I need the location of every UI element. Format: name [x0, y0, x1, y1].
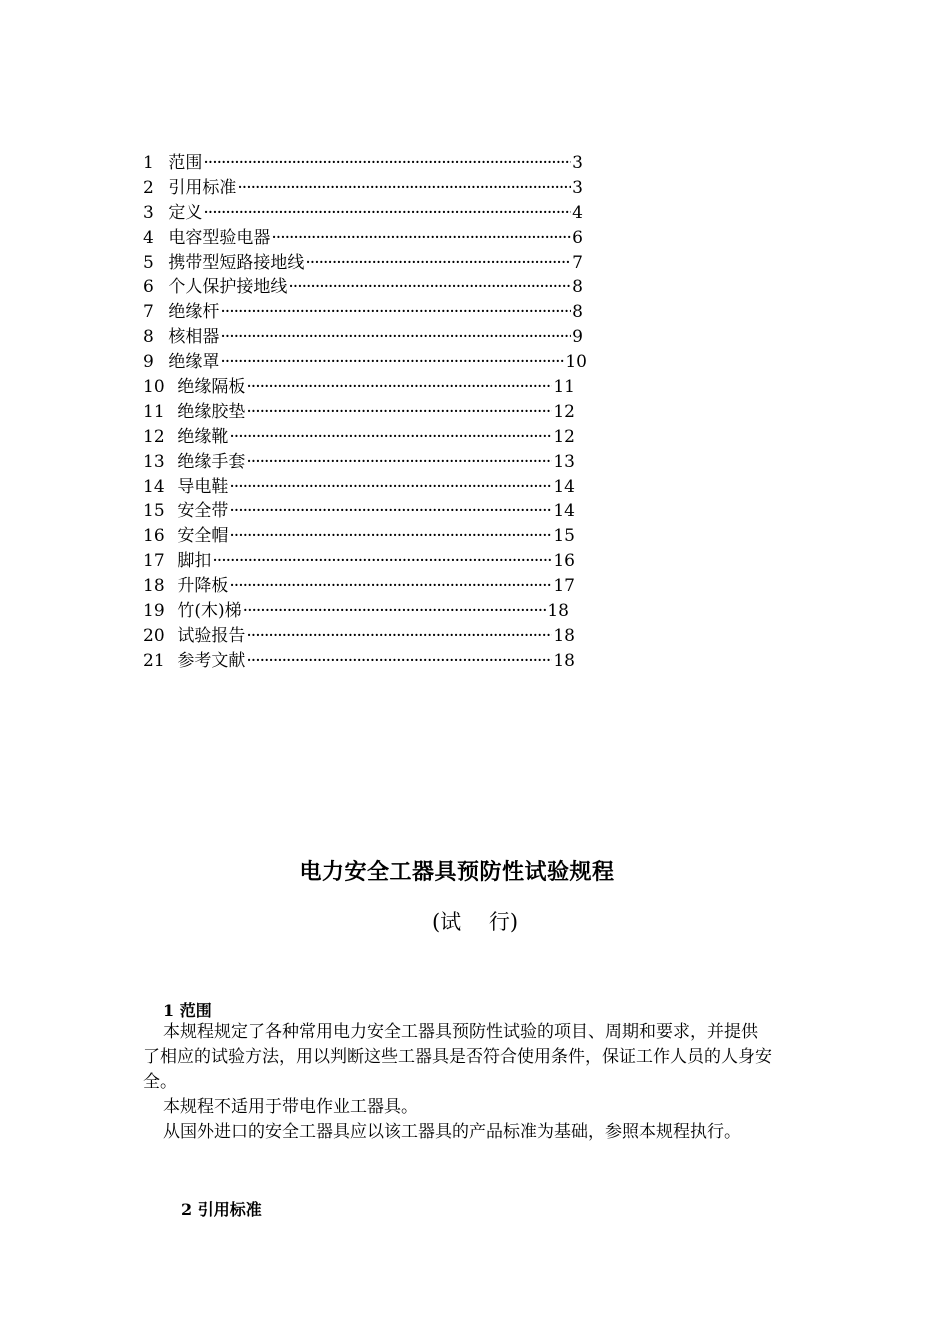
toc-number: 3 [143, 202, 154, 223]
toc-leader [243, 599, 547, 624]
toc-entry[interactable] [143, 151, 583, 176]
toc-title: 电容型验电器 [168, 227, 271, 248]
toc-title: 绝缘胶垫 [177, 401, 246, 422]
toc-leader [229, 524, 552, 549]
toc-number: 16 [143, 526, 165, 547]
toc-title: 安全帽 [177, 526, 229, 547]
toc-page: 12 [553, 401, 575, 422]
toc-entry[interactable] [143, 499, 575, 524]
toc-leader [246, 375, 552, 400]
toc-number: 4 [143, 227, 154, 248]
toc-leader [220, 350, 564, 375]
toc-number: 18 [143, 576, 165, 597]
toc-number: 19 [143, 601, 165, 622]
toc-number: 9 [143, 352, 154, 373]
toc-title: 绝缘隔板 [177, 377, 246, 398]
toc-number: 12 [143, 426, 165, 447]
toc-entry[interactable] [143, 176, 583, 201]
toc-title: 绝缘靴 [177, 426, 229, 447]
toc-entry[interactable] [143, 599, 569, 624]
toc-leader [220, 325, 571, 350]
toc-page: 9 [572, 327, 583, 348]
toc-title: 竹(木)梯 [177, 601, 242, 622]
toc-entry[interactable] [143, 549, 575, 574]
toc-entry[interactable] [143, 574, 575, 599]
toc-page: 6 [572, 227, 583, 248]
toc-title: 携带型短路接地线 [168, 252, 305, 273]
table-of-contents [143, 151, 587, 674]
toc-leader [229, 499, 552, 524]
toc-entry[interactable] [143, 350, 587, 375]
toc-title: 核相器 [168, 327, 220, 348]
toc-entry[interactable] [143, 624, 575, 649]
toc-leader [229, 475, 552, 500]
toc-page: 14 [553, 501, 575, 522]
paragraph: 本规程不适用于带电作业工器具。 [163, 1097, 418, 1117]
toc-leader [288, 275, 571, 300]
toc-leader [246, 649, 552, 674]
toc-page: 18 [553, 650, 575, 671]
toc-number: 13 [143, 451, 165, 472]
toc-title: 安全带 [177, 501, 229, 522]
toc-entry[interactable] [143, 201, 583, 226]
section-heading: 1 范围 [163, 1001, 212, 1020]
toc-leader [203, 151, 571, 176]
document-subtitle: (试 行) [431, 910, 519, 934]
toc-leader [229, 425, 552, 450]
toc-title: 导电鞋 [177, 476, 229, 497]
toc-number: 8 [143, 327, 154, 348]
toc-title: 绝缘手套 [177, 451, 246, 472]
section-heading: 2 引用标准 [181, 1200, 262, 1219]
toc-page: 18 [547, 601, 569, 622]
toc-page: 8 [572, 302, 583, 323]
toc-entry[interactable] [143, 375, 575, 400]
toc-page: 10 [565, 352, 587, 373]
toc-leader [220, 300, 571, 325]
toc-leader [246, 450, 552, 475]
toc-page: 12 [553, 426, 575, 447]
toc-number: 10 [143, 377, 165, 398]
toc-leader [305, 251, 571, 276]
toc-leader [271, 226, 571, 251]
document-title: 电力安全工器具预防性试验规程 [299, 859, 615, 885]
toc-entry[interactable] [143, 425, 575, 450]
toc-entry[interactable] [143, 325, 583, 350]
toc-leader [212, 549, 552, 574]
toc-title: 引用标准 [168, 177, 237, 198]
toc-title: 脚扣 [177, 551, 212, 572]
toc-leader [203, 201, 571, 226]
toc-title: 定义 [168, 202, 203, 223]
toc-page: 4 [572, 202, 583, 223]
toc-page: 3 [572, 153, 583, 173]
toc-leader [246, 400, 552, 425]
toc-entry[interactable] [143, 475, 575, 500]
toc-entry[interactable] [143, 649, 575, 674]
toc-entry[interactable] [143, 450, 575, 475]
toc-page: 16 [553, 551, 575, 572]
toc-number: 1 [143, 153, 154, 173]
toc-title: 个人保护接地线 [168, 277, 288, 298]
toc-number: 20 [143, 625, 165, 646]
toc-page: 15 [553, 526, 575, 547]
toc-number: 2 [143, 177, 154, 198]
toc-page: 3 [572, 177, 583, 198]
toc-page: 17 [553, 576, 575, 597]
toc-title: 参考文献 [177, 650, 246, 671]
toc-page: 14 [553, 476, 575, 497]
toc-entry[interactable] [143, 251, 583, 276]
toc-title: 绝缘杆 [168, 302, 220, 323]
toc-title: 绝缘罩 [168, 352, 220, 373]
toc-page: 18 [553, 625, 575, 646]
toc-page: 13 [553, 451, 575, 472]
toc-title: 试验报告 [177, 625, 246, 646]
toc-number: 17 [143, 551, 165, 572]
toc-entry[interactable] [143, 275, 583, 300]
toc-number: 6 [143, 277, 154, 298]
section-body [143, 1020, 773, 1145]
toc-number: 11 [143, 401, 165, 422]
toc-leader [229, 574, 552, 599]
toc-title: 范围 [168, 153, 203, 173]
toc-entry[interactable] [143, 400, 575, 425]
toc-leader [237, 176, 571, 201]
toc-page: 11 [553, 377, 575, 398]
toc-entry[interactable] [143, 300, 583, 325]
toc-number: 14 [143, 476, 165, 497]
toc-title: 升降板 [177, 576, 229, 597]
toc-number: 5 [143, 252, 154, 273]
toc-page: 7 [572, 252, 583, 273]
toc-entry[interactable] [143, 524, 575, 549]
toc-page: 8 [572, 277, 583, 298]
paragraph: 本规程规定了各种常用电力安全工器具预防性试验的项目、周期和要求，并提供了相应的试验方法，用以判断这些工器具是否符合使用条件，保证工作人员的人身安全。 [143, 1022, 772, 1092]
toc-leader [246, 624, 552, 649]
toc-entry[interactable] [143, 226, 583, 251]
toc-number: 15 [143, 501, 165, 522]
toc-number: 7 [143, 302, 154, 323]
toc-number: 21 [143, 650, 165, 671]
paragraph: 从国外进口的安全工器具应以该工器具的产品标准为基础，参照本规程执行。 [163, 1122, 741, 1142]
